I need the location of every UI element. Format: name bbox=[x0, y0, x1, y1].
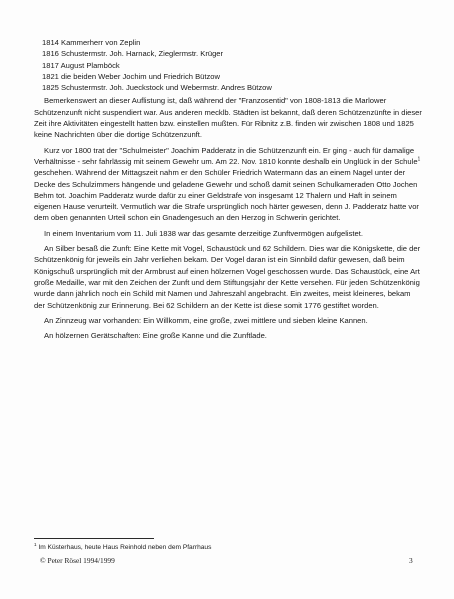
list-item: 1814 Kammerherr von Zeplin bbox=[42, 38, 141, 47]
footnote-text: Im Küsterhaus, heute Haus Reinhold neben dem Pfarrhaus bbox=[36, 544, 212, 551]
paragraph-inventarium: In einem Inventarium vom 11. Juli 1838 war das gesamte derzeitige Zunftvermögen aufgelistet. bbox=[44, 228, 363, 238]
footnote-reference: 1 bbox=[417, 156, 421, 163]
copyright-notice: © Peter Rösel 1994/1999 bbox=[40, 556, 115, 565]
page-number: 3 bbox=[409, 556, 413, 565]
paragraph-franzosentid: Bemerkenswert an dieser Auflistung ist, daß während der "Franzosentid" von 1808-1813 die Marlower Schützenzunft nicht suspendiert war. Aus anderen mecklb. Städten ist bekannt, daß deren Schützenzünfte in dieser Zeit ihre Aktivitäten eingestellt hatten bzw. einstellen mußten. Für Ribnitz z.B. finden wir zwischen 1808 und 1825 keine Nachrichten über die dortige Schützenzunft. bbox=[34, 96, 422, 140]
list-item: 1821 die beiden Weber Jochim und Friedrich Bützow bbox=[42, 71, 220, 81]
chronicle-list bbox=[34, 37, 422, 93]
footnote bbox=[34, 543, 211, 552]
paragraph-padderatz-part2: geschehen. Während der Mittagszeit nahm er den Schüler Friedrich Watermann das an einem Nagel unter der Decke des Schulzimmers hängende und geladene Gewehr und schoß damit seinen Schulkameraden Otto Jochen Behm tot. Joachim Padderatz wurde dafür zu einer Geldstrafe von insgesamt 12 Thalern und Haft in seinem eigenen Hause verurteilt. Vermutlich war die Strafe ursprünglich noch härter gewesen, denn J. Padderatz hatte vor dem oben genannten Urteil schon ein Gnadengesuch an den Herzog in Schwerin gerichtet. bbox=[34, 168, 419, 223]
list-item: 1817 August Plamböck bbox=[42, 60, 120, 70]
list-item: 1816 Schustermstr. Joh. Harnack, Zieglermstr. Krüger bbox=[42, 49, 224, 59]
footnote-marker: 1 bbox=[34, 541, 37, 547]
paragraph-gerätschaften: An hölzernen Gerätschaften: Eine große Kanne und die Zunftlade. bbox=[44, 331, 267, 341]
page-body bbox=[34, 37, 422, 345]
list-item: 1825 Schustermstr. Joh. Jueckstock und Webermstr. Andres Bützow bbox=[42, 83, 272, 93]
paragraph-silber: An Silber besaß die Zunft: Eine Kette mit Vogel, Schaustück und 62 Schildern. Dies war die Königskette, die der Schützenkönig für jeweils ein Jahr verliehen bekam. Der Vogel daran ist ein Sinnbild dafür gewesen, daß beim Königschuß ursprünglich mit der Armbrust auf einen hölzernen Vogel geschossen wurde. Das Schaustück, eine Art große Medaille, war mit den Zeichen der Zunft und dem Stiftungsjahr der Kette versehen. Für jeden Schützenkönig wurde dann jährlich noch ein Schild mit Namen und Jahreszahl angebracht. Ein zweites, meist kleineres, bekam der Schützenkönig zur Erinnerung. Bei 62 Schildern an der Kette ist diese somit 1776 gestiftet worden. bbox=[34, 244, 421, 310]
paragraph-padderatz-part1: Kurz vor 1800 trat der "Schulmeister" Joachim Padderatz in die Schützenzunft ein. Er ging - auch für damalige Verhältnisse - sehr fahrlässig mit seinem Gewehr um. Am 22. Nov. 1810 konnte deshalb ein Unglück in der Schule bbox=[34, 145, 418, 166]
paragraph-padderatz bbox=[34, 145, 422, 224]
paragraph-zinnzeug: An Zinnzeug war vorhanden: Ein Willkomm, eine große, zwei mittlere und sieben kleine Kannen. bbox=[44, 315, 368, 325]
footnote-divider bbox=[34, 538, 154, 539]
